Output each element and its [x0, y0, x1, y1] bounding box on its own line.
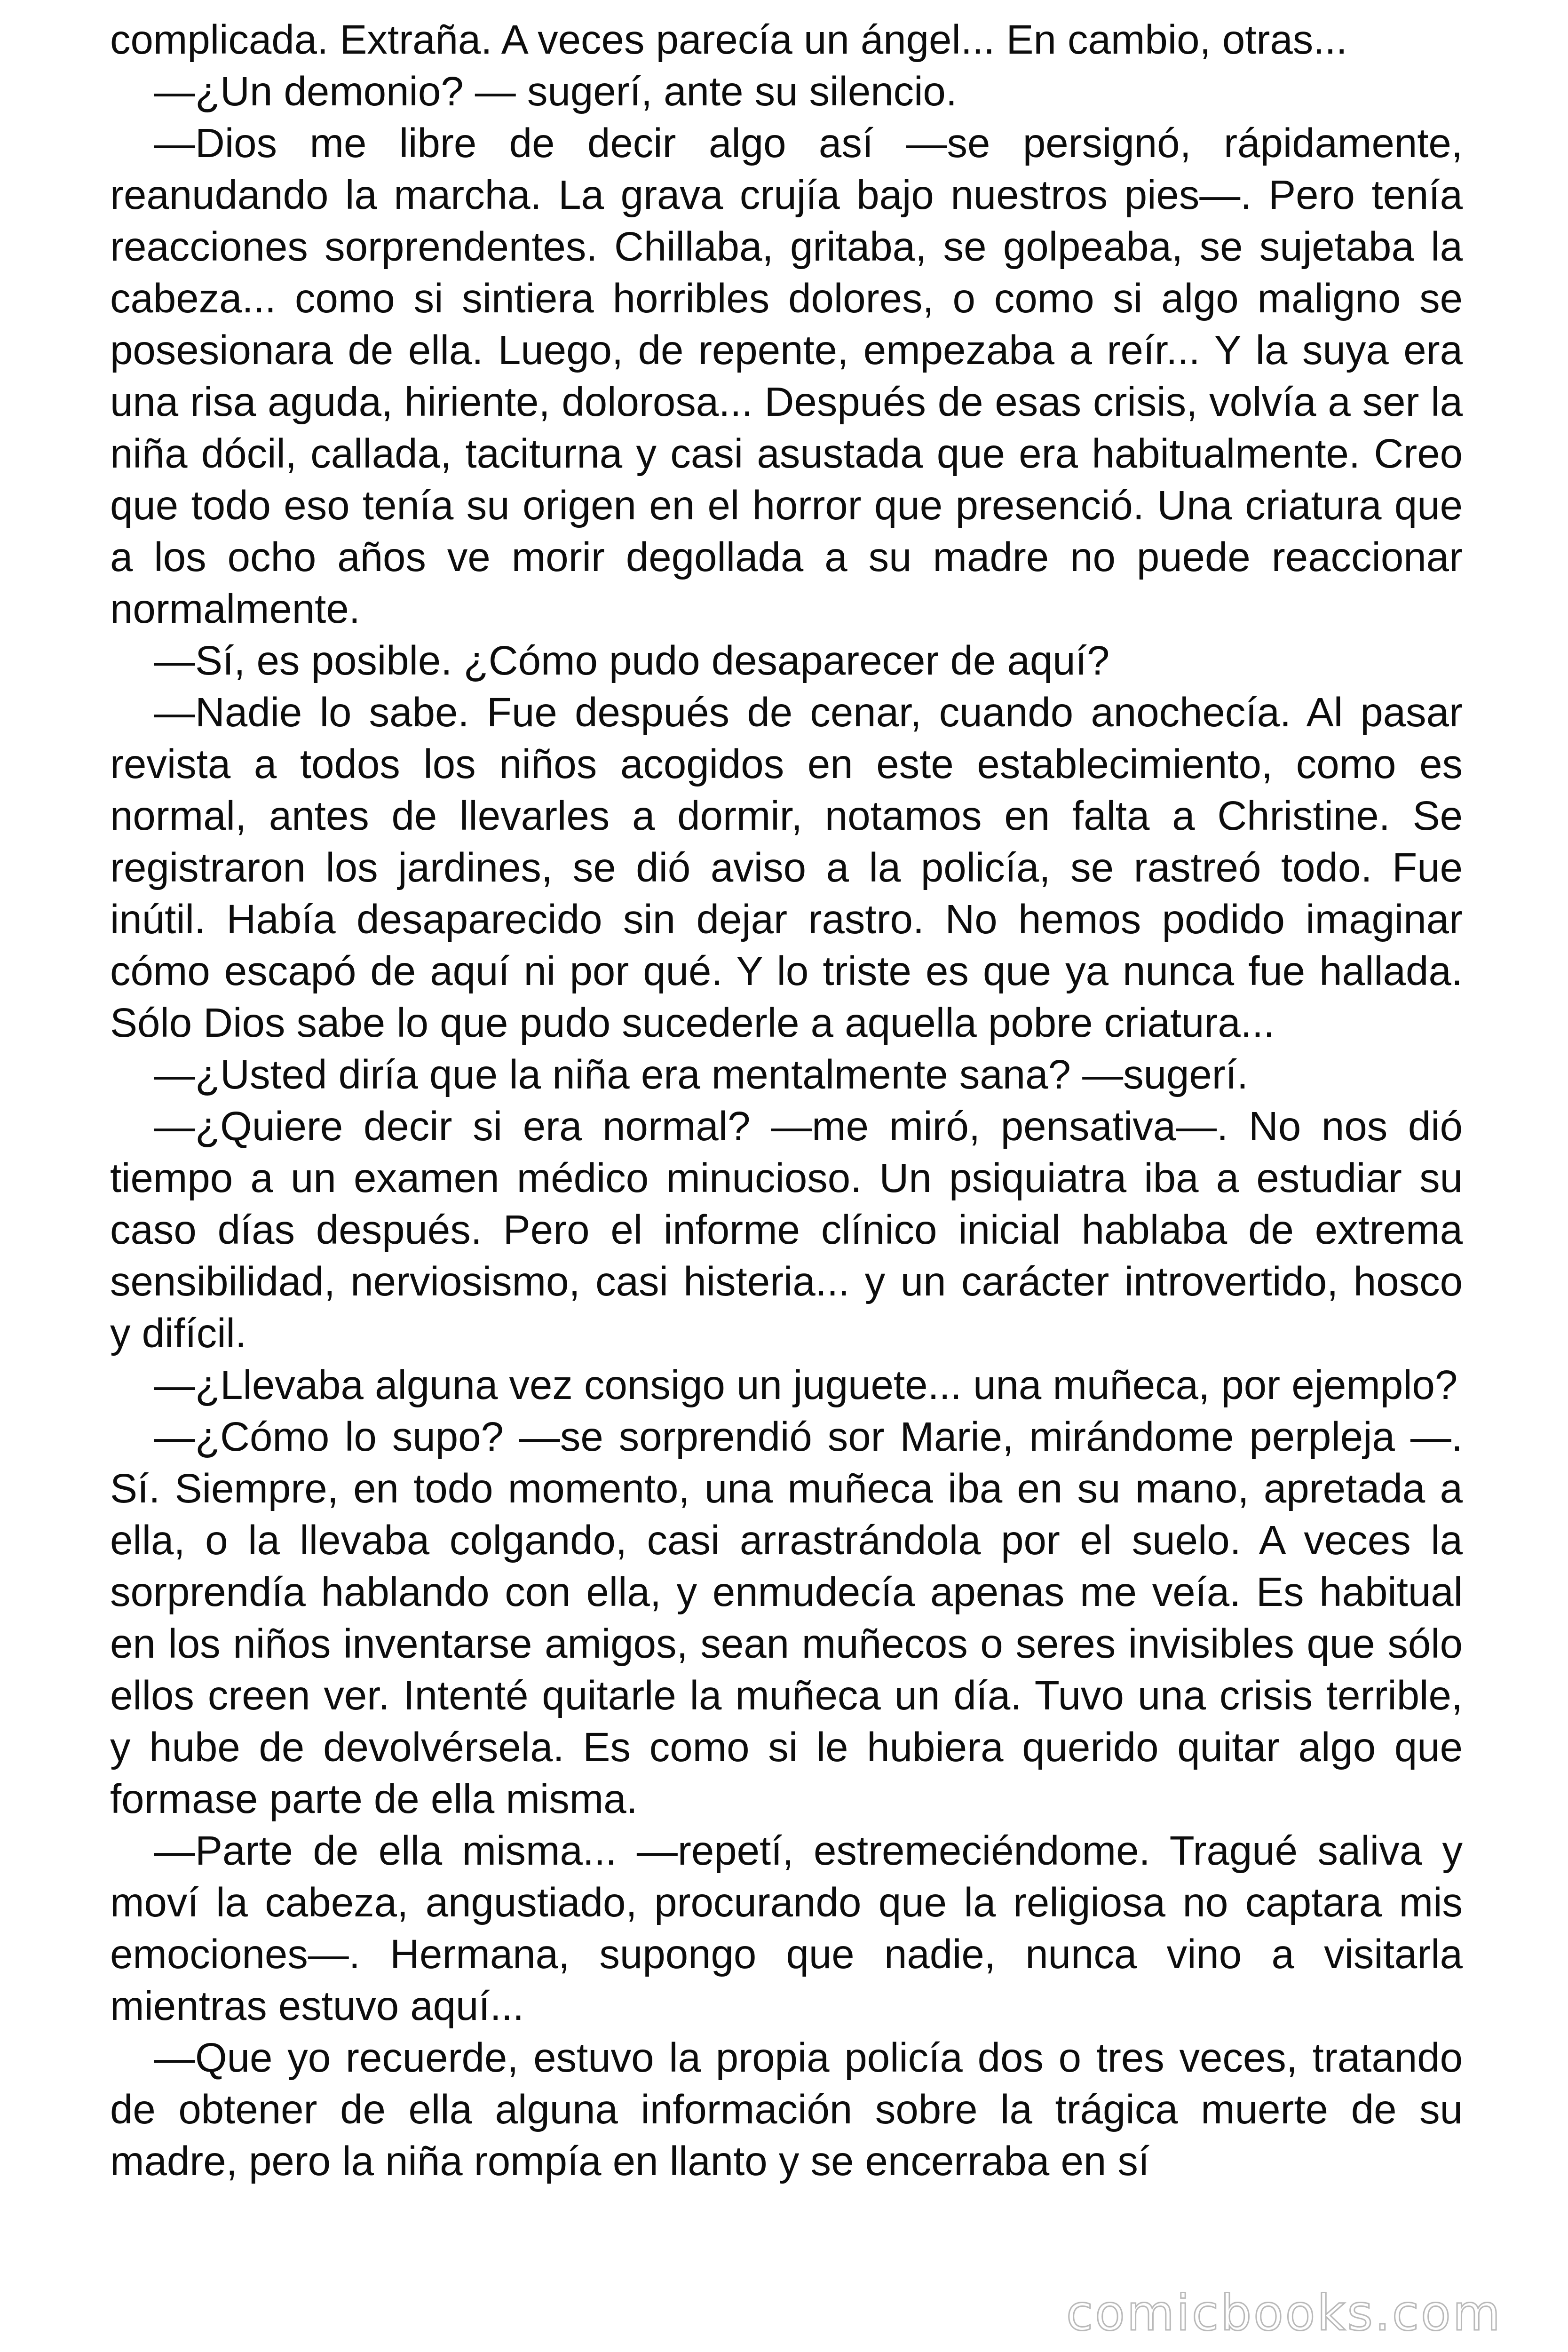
paragraph-2: —¿Un demonio? — sugerí, ante su silencio. [154, 69, 957, 114]
paragraph-3: —Dios me libre de decir algo así —se persignó, rápidamente, reanudando la marcha. La grava crujía bajo nuestros pies—. Pero tenía reacciones sorprendentes. Chillaba, gritaba, se golpeaba, se sujetaba la cabeza... como si sintiera horribles dolores, o como si algo maligno se posesionara de ella. Luego, de repente, empezaba a reír... Y la suya era una risa aguda, hiriente, dolorosa... Después de esas crisis, volvía a ser la niña dócil, callada, taciturna y casi asustada que era habitualmente. Creo que todo eso tenía su origen en el horror que presenció. Una criatura que a los ocho años ve morir degollada a su madre no puede reaccionar normalmente. [110, 120, 1463, 632]
paragraph-4: —Sí, es posible. ¿Cómo pudo desaparecer de aquí? [154, 638, 1110, 683]
paragraph-10: —Parte de ella misma... —repetí, estremeciéndome. Tragué saliva y moví la cabeza, angustiado, procurando que la religiosa no captara mis emociones—. Hermana, supongo que nadie, nunca vino a visitarla mientras estuvo aquí... [110, 1828, 1463, 2029]
paragraph-1: complicada. Extraña. A veces parecía un ángel... En cambio, otras... [110, 17, 1347, 63]
paragraph-9: —¿Cómo lo supo? —se sorprendió sor Marie, mirándome perpleja —. Sí. Siempre, en todo momento, una muñeca iba en su mano, apretada a ella, o la llevaba colgando, casi arrastrándola por el suelo. A veces la sorprendía hablando con ella, y enmudecía apenas me veía. Es habitual en los niños inventarse amigos, sean muñecos o seres invisibles que sólo ellos creen ver. Intenté quitarle la muñeca un día. Tuvo una crisis terrible, y hube de devolvérsela. Es como si le hubiera querido quitar algo que formase parte de ella misma. [110, 1414, 1463, 1822]
book-page [110, 14, 1463, 2187]
site-watermark: comicbooks.com [1066, 2284, 1502, 2342]
paragraph-6: —¿Usted diría que la niña era mentalmente sana? —sugerí. [154, 1052, 1249, 1097]
paragraph-5: —Nadie lo sabe. Fue después de cenar, cuando anochecía. Al pasar revista a todos los niños acogidos en este establecimiento, como es normal, antes de llevarles a dormir, notamos en falta a Christine. Se registraron los jardines, se dió aviso a la policía, se rastreó todo. Fue inútil. Había desaparecido sin dejar rastro. No hemos podido imaginar cómo escapó de aquí ni por qué. Y lo triste es que ya nunca fue hallada. Sólo Dios sabe lo que pudo sucederle a aquella pobre criatura... [110, 690, 1463, 1046]
paragraph-8: —¿Llevaba alguna vez consigo un juguete... una muñeca, por ejemplo? [154, 1362, 1458, 1408]
paragraph-11: —Que yo recuerde, estuvo la propia policía dos o tres veces, tratando de obtener de ella alguna información sobre la trágica muerte de su madre, pero la niña rompía en llanto y se encerraba en sí [110, 2035, 1463, 2184]
paragraph-7: —¿Quiere decir si era normal? —me miró, pensativa—. No nos dió tiempo a un examen médico minucioso. Un psiquiatra iba a estudiar su caso días después. Pero el informe clínico inicial hablaba de extrema sensibilidad, nerviosismo, casi histeria... y un carácter introvertido, hosco y difícil. [110, 1104, 1463, 1356]
